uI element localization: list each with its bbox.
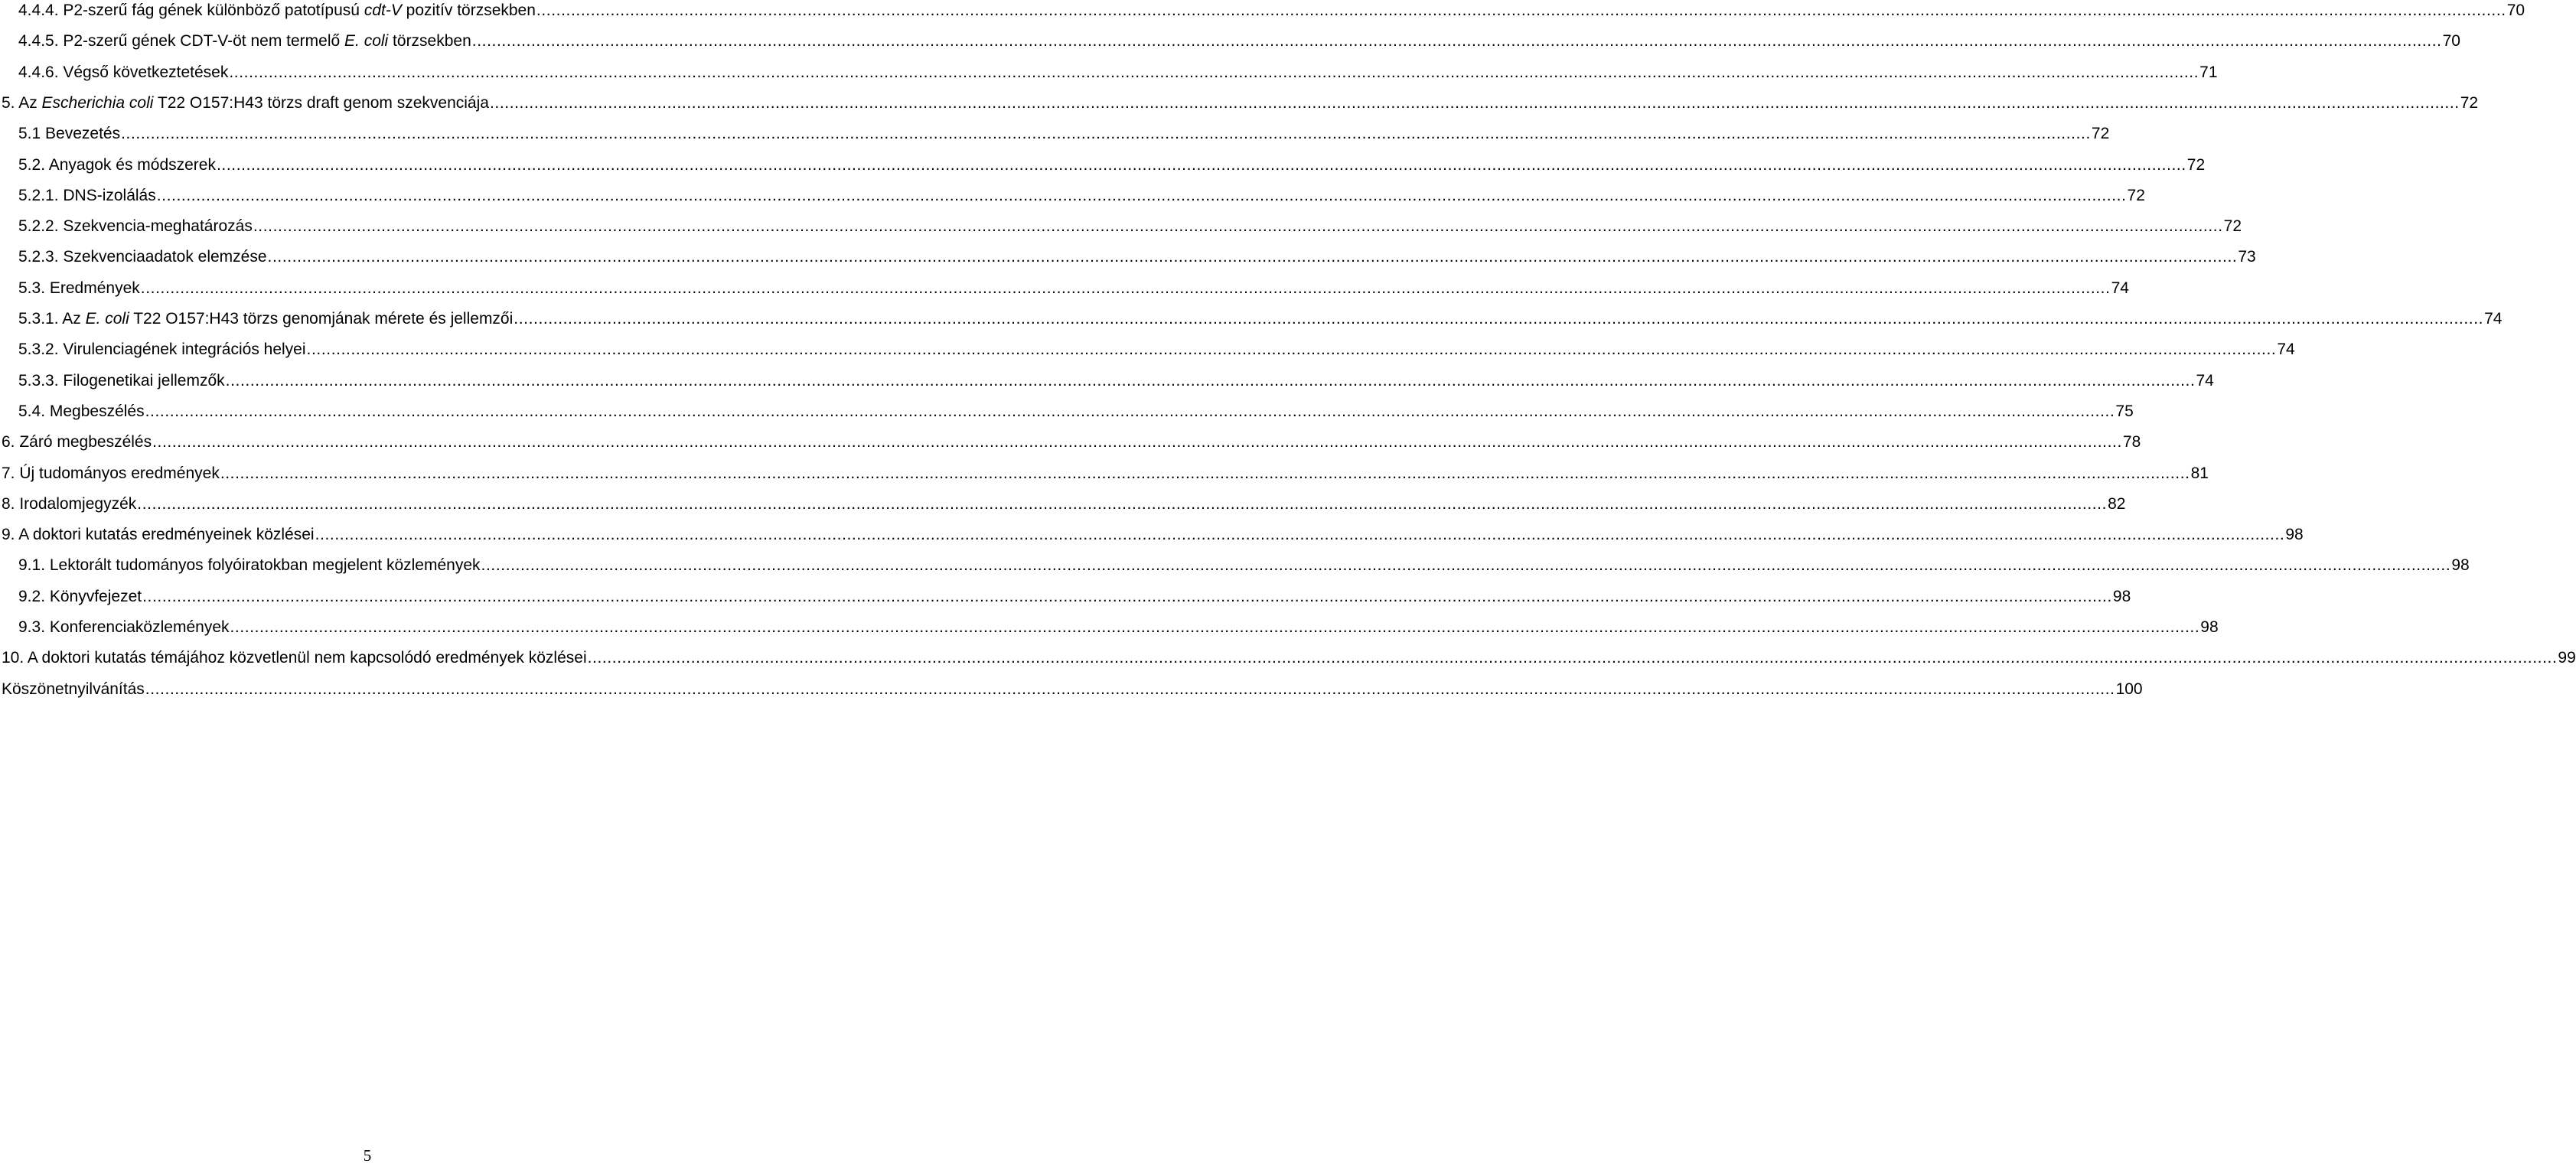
toc-title-part: 5.2.1. DNS-izolálás [18,186,156,204]
toc-title-part: 10. A doktori kutatás témájához közvetlenül nem kapcsolódó eredmények közlései [2,649,587,667]
toc-entry[interactable] [18,31,2460,61]
toc-page-number: 70 [2442,32,2460,51]
toc-dot-leader: ................................................................................................................................................................................................................................................................................................................................................................................................................ [220,464,2190,482]
toc-title-part: 5.3.2. Virulenciagének integrációs helyei [18,341,306,359]
toc-page-number: 81 [2190,464,2209,482]
toc-entry[interactable] [18,586,2131,617]
toc-page-number: 98 [2112,587,2131,605]
toc-title-part: 9. A doktori kutatás eredményeinek közlései [2,526,315,544]
toc-entry-title [2,524,315,546]
toc-title-italic-part: E. coli [344,32,389,51]
toc-title-part: 7. Új tudományos eredmények [2,464,220,482]
toc-entry[interactable] [18,370,2214,401]
toc-entry-title [18,123,120,145]
toc-title-part: 5.2.3. Szekvenciaadatok elemzése [18,248,267,266]
toc-dot-leader: ................................................................................................................................................................................................................................................................................................................................................................................................................ [471,32,2442,51]
toc-entry-title [18,555,481,576]
toc-entry[interactable] [18,216,2242,246]
toc-title-part: 5.3. Eredmények [18,279,140,297]
toc-dot-leader: ................................................................................................................................................................................................................................................................................................................................................................................................................ [489,93,2460,112]
toc-entry[interactable] [2,647,2576,678]
toc-entry-title [2,432,152,453]
toc-dot-leader: ................................................................................................................................................................................................................................................................................................................................................................................................................ [225,371,2196,390]
toc-dot-leader: ................................................................................................................................................................................................................................................................................................................................................................................................................ [514,310,2484,328]
toc-page-number: 75 [2115,402,2134,420]
toc-dot-leader: ................................................................................................................................................................................................................................................................................................................................................................................................................ [230,618,2200,636]
toc-title-part: 5. Az [2,93,42,112]
toc-entry-title [18,246,267,268]
toc-entry-title [18,0,536,21]
toc-dot-leader: ................................................................................................................................................................................................................................................................................................................................................................................................................ [145,680,2115,698]
toc-entry-title [18,62,228,83]
toc-title-part: 4.4.4. P2-szerű fág gének különböző patotípusú [18,2,364,19]
toc-entry-title [18,370,225,392]
toc-page-number: 98 [2285,526,2304,544]
toc-entry[interactable] [2,679,2143,709]
toc-entry-title [18,278,140,299]
toc-page-number: 74 [2111,279,2129,297]
toc-dot-leader: ................................................................................................................................................................................................................................................................................................................................................................................................................ [137,494,2108,513]
toc-page-number: 72 [2186,155,2206,174]
toc-title-part: 4.4.5. P2-szerű gének CDT-V-öt nem termelő [18,32,345,51]
toc-page-number: 74 [2196,371,2214,390]
toc-entry-title [18,339,306,360]
toc-dot-leader: ................................................................................................................................................................................................................................................................................................................................................................................................................ [152,433,2122,451]
toc-entry-title [2,494,136,515]
toc-entry[interactable] [18,617,2219,647]
toc-title-part: 6. Záró megbeszélés [2,433,152,451]
toc-page-number: 72 [2127,186,2145,204]
toc-title-part: 9.2. Könyvfejezet [18,587,142,605]
toc-entry[interactable] [2,524,2304,555]
toc-entry-title [18,308,513,330]
toc-title-part: Köszönetnyilvánítás [2,680,145,698]
toc-page-number: 78 [2122,433,2141,451]
toc-entry-title [2,679,145,700]
toc-title-part: törzsekben [388,32,471,51]
toc-title-part: 5.3.1. Az [18,310,86,328]
toc-entry-title [18,155,216,176]
toc-title-part: 5.4. Megbeszélés [18,402,145,420]
toc-page-number: 98 [2200,618,2219,636]
toc-title-part: T22 O157:H43 törzs draft genom szekvenciája [153,93,489,112]
toc-dot-leader: ................................................................................................................................................................................................................................................................................................................................................................................................................ [536,2,2506,19]
toc-dot-leader: ................................................................................................................................................................................................................................................................................................................................................................................................................ [481,556,2451,575]
toc-dot-leader: ................................................................................................................................................................................................................................................................................................................................................................................................................ [587,649,2558,667]
toc-dot-leader: ................................................................................................................................................................................................................................................................................................................................................................................................................ [216,155,2186,174]
toc-entry[interactable] [18,155,2206,185]
toc-entry[interactable] [2,463,2209,494]
toc-dot-leader: ................................................................................................................................................................................................................................................................................................................................................................................................................ [145,402,2115,420]
toc-title-part: T22 O157:H43 törzs genomjának mérete és jellemzői [129,310,514,328]
toc-entry[interactable] [18,278,2129,308]
toc-entry[interactable] [2,432,2141,462]
toc-dot-leader: ................................................................................................................................................................................................................................................................................................................................................................................................................ [156,186,2127,204]
toc-entry-title [18,31,471,52]
toc-title-part: 5.3.3. Filogenetikai jellemzők [18,371,225,390]
toc-title-part: pozitív törzsekben [401,2,536,19]
toc-page-number: 74 [2484,310,2503,328]
toc-page-number: 74 [2277,341,2295,359]
toc-title-part: 9.1. Lektorált tudományos folyóiratokban megjelent közlemények [18,556,481,575]
toc-page-number: 99 [2558,649,2576,667]
toc-page-number: 72 [2223,217,2242,236]
toc-page-number: 98 [2451,556,2470,575]
toc-title-italic-part: cdt-V [364,2,402,19]
toc-dot-leader: ................................................................................................................................................................................................................................................................................................................................................................................................................ [306,341,2277,359]
toc-page-number: 71 [2199,63,2218,81]
toc-dot-leader: ................................................................................................................................................................................................................................................................................................................................................................................................................ [315,526,2285,544]
toc-entry-title [2,93,489,114]
toc-title-part: 4.4.6. Végső következtetések [18,63,229,81]
toc-dot-leader: ................................................................................................................................................................................................................................................................................................................................................................................................................ [121,125,2091,143]
toc-title-italic-part: Escherichia coli [41,93,154,112]
toc-entry[interactable] [2,93,2479,123]
toc-title-part: 5.2.2. Szekvencia-meghatározás [18,217,253,236]
toc-page-number: 73 [2238,248,2256,266]
toc-entry[interactable] [18,0,2525,31]
toc-title-italic-part: E. coli [85,310,129,328]
toc-dot-leader: ................................................................................................................................................................................................................................................................................................................................................................................................................ [142,587,2112,605]
toc-dot-leader: ................................................................................................................................................................................................................................................................................................................................................................................................................ [140,279,2111,297]
toc-title-part: 8. Irodalomjegyzék [2,494,137,513]
toc-entry[interactable] [2,494,2126,524]
toc-entry[interactable] [18,339,2295,370]
toc-entry-title [18,401,145,422]
page-number: 5 [363,1146,372,1165]
toc-page-number: 70 [2506,2,2525,19]
toc-entry[interactable] [18,401,2134,432]
toc-entry-title [18,185,156,207]
toc-page-number: 72 [2091,125,2110,143]
toc-entry[interactable] [18,123,2110,154]
toc-title-part: 9.3. Konferenciaközlemények [18,618,230,636]
toc-entry[interactable] [18,246,2256,277]
toc-entry-title [2,463,220,484]
toc-entry[interactable] [18,62,2218,93]
toc-entry-title [18,617,230,638]
toc-page-number: 100 [2115,680,2143,698]
toc-entry[interactable] [18,308,2503,339]
toc-page-number: 72 [2460,93,2479,112]
toc-entry[interactable] [18,185,2145,216]
toc-entry-title [18,586,142,608]
toc-dot-leader: ................................................................................................................................................................................................................................................................................................................................................................................................................ [267,248,2238,266]
toc-entry-title [18,216,253,237]
toc-title-part: 5.2. Anyagok és módszerek [18,155,216,174]
toc-dot-leader: ................................................................................................................................................................................................................................................................................................................................................................................................................ [229,63,2199,81]
toc-page-number: 82 [2108,494,2126,513]
toc-dot-leader: ................................................................................................................................................................................................................................................................................................................................................................................................................ [253,217,2223,236]
toc-entry-title [2,647,587,669]
toc-entry[interactable] [18,555,2470,585]
toc-title-part: 5.1 Bevezetés [18,125,121,143]
